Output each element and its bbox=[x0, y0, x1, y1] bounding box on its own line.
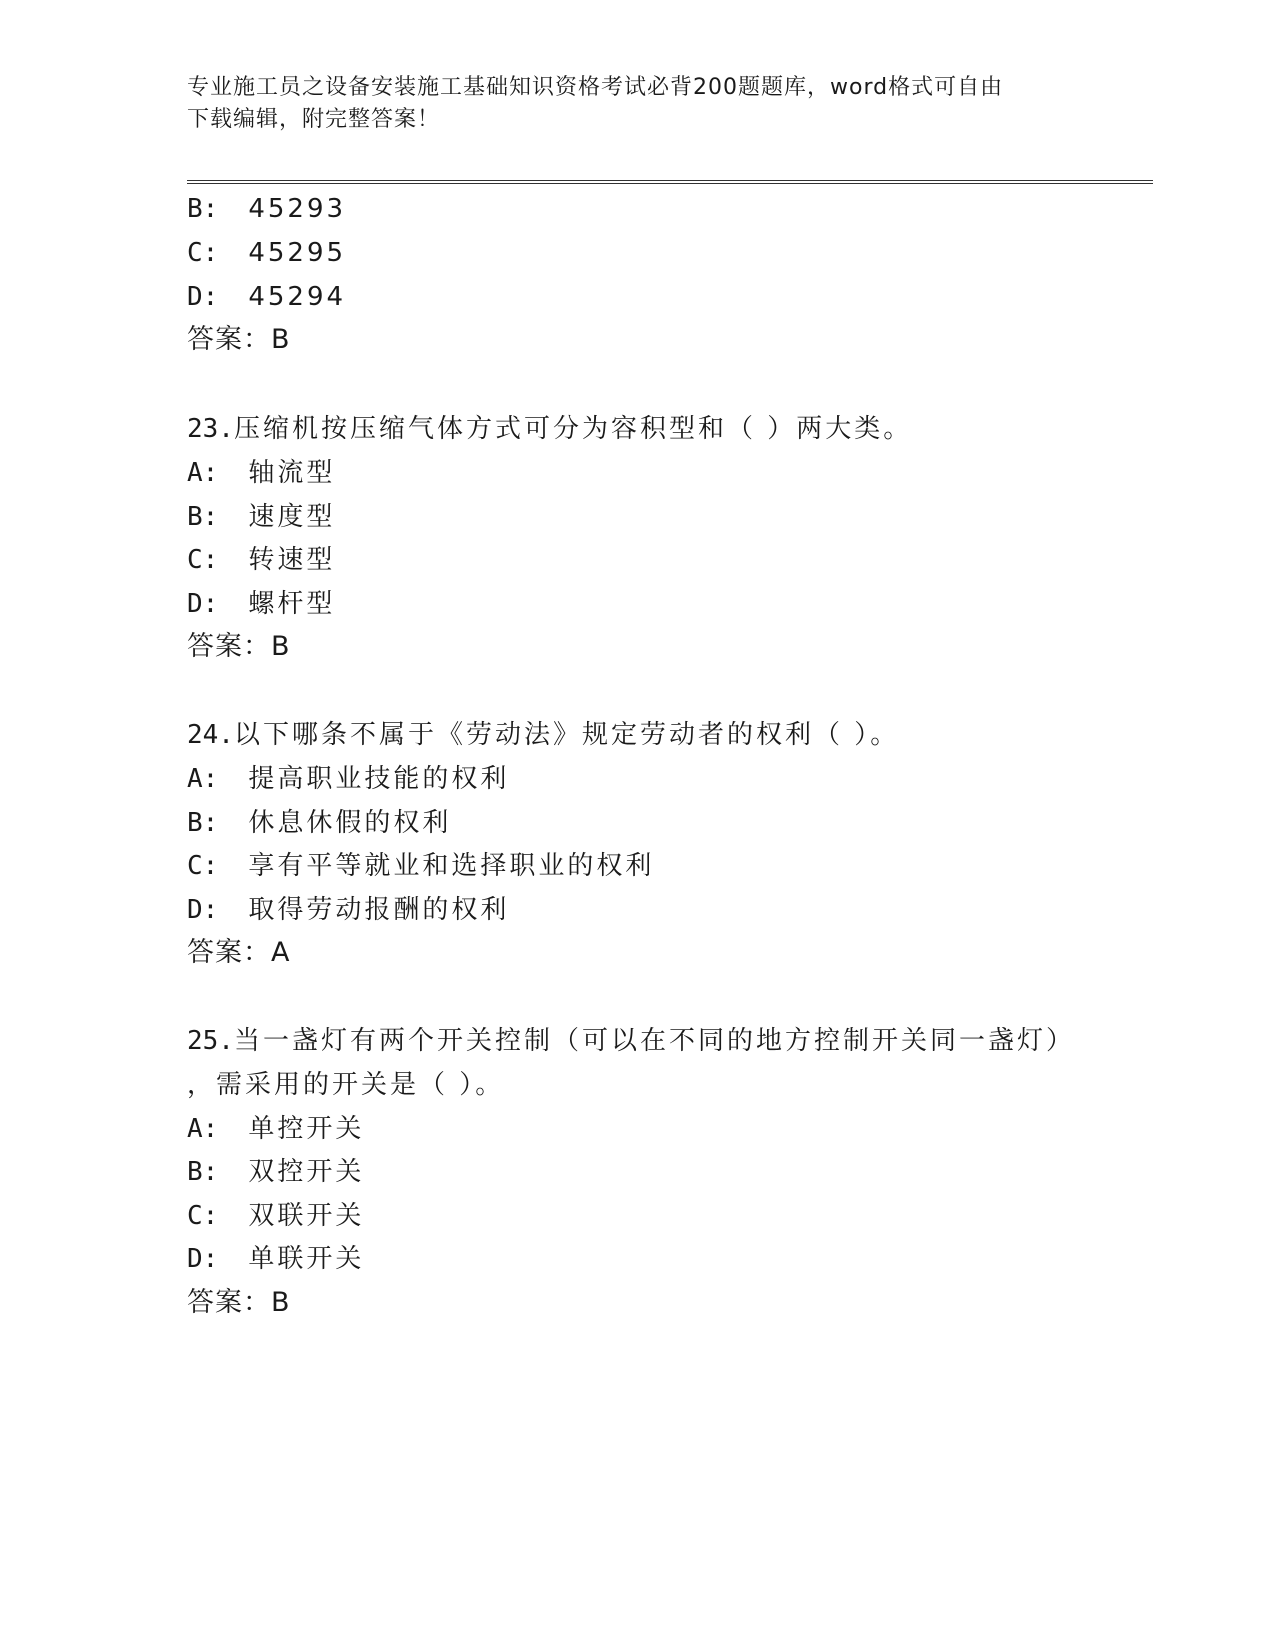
option-c: C: 享有平等就业和选择职业的权利 bbox=[187, 851, 655, 881]
option-b: B: 速度型 bbox=[187, 502, 336, 532]
question-stem-continuation: ，需采用的开关是（ ）。 bbox=[187, 1070, 505, 1100]
header-line-1: 专业施工员之设备安装施工基础知识资格考试必背200题题库，word格式可自由 bbox=[187, 75, 1004, 100]
answer-line: 答案：B bbox=[187, 324, 291, 355]
question-stem: 24.以下哪条不属于《劳动法》规定劳动者的权利（ ）。 bbox=[187, 720, 900, 750]
header-divider-top bbox=[187, 180, 1153, 181]
option-c: C: 转速型 bbox=[187, 545, 336, 575]
option-a: A: 单控开关 bbox=[187, 1114, 365, 1144]
option-d: D: 单联开关 bbox=[187, 1244, 365, 1274]
answer-line: 答案：B bbox=[187, 631, 291, 662]
answer-line: 答案：B bbox=[187, 1287, 291, 1318]
option-d: D: 取得劳动报酬的权利 bbox=[187, 895, 510, 925]
option-b: B: 双控开关 bbox=[187, 1157, 365, 1187]
question-stem: 25.当一盏灯有两个开关控制（可以在不同的地方控制开关同一盏灯） bbox=[187, 1026, 1075, 1056]
question-stem: 23.压缩机按压缩气体方式可分为容积型和（ ）两大类。 bbox=[187, 414, 913, 444]
answer-line: 答案：A bbox=[187, 937, 291, 968]
option-d: D: 螺杆型 bbox=[187, 589, 336, 619]
header-line-2: 下载编辑，附完整答案！ bbox=[187, 107, 441, 132]
option-b: B: 休息休假的权利 bbox=[187, 808, 452, 838]
option-c: C: 双联开关 bbox=[187, 1201, 365, 1231]
option-c: C: 45295 bbox=[187, 238, 347, 268]
header-divider-bottom bbox=[187, 183, 1153, 184]
option-a: A: 提高职业技能的权利 bbox=[187, 764, 510, 794]
option-b: B: 45293 bbox=[187, 194, 347, 224]
document-header bbox=[187, 72, 1077, 136]
option-a: A: 轴流型 bbox=[187, 458, 336, 488]
option-d: D: 45294 bbox=[187, 282, 347, 312]
